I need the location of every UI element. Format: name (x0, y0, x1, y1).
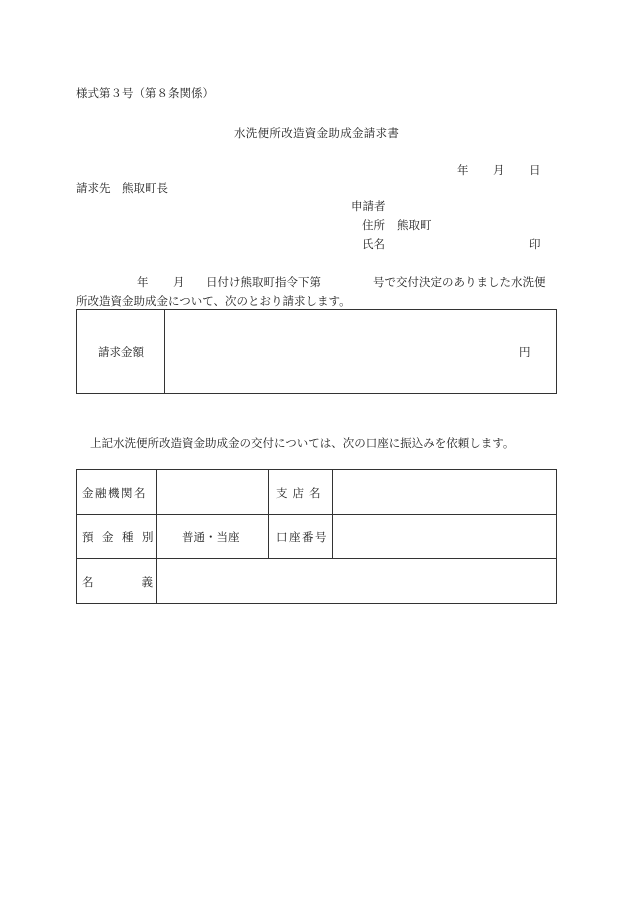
date-day: 日 (529, 163, 541, 177)
addressee: 請求先 熊取町長 (76, 181, 168, 195)
claim-table (76, 309, 557, 394)
transfer-note: 上記水洗便所改造資金助成金の交付については、次の口座に振込みを依頼します。 (90, 436, 515, 450)
address-value: 熊取町 (397, 218, 432, 232)
bank-col-divider-3 (332, 469, 333, 558)
account-number-label: 口座番号 (276, 530, 328, 544)
body-year: 年 (137, 275, 149, 289)
deposit-type-label: 預金種別 (82, 530, 162, 544)
page-title: 水洗便所改造資金助成金請求書 (234, 126, 400, 140)
body-ref: 日付け熊取町指令下第 (206, 275, 321, 289)
body-line-2: 所改造資金助成金について、次のとおり請求します。 (76, 294, 351, 308)
seal-mark: 印 (529, 237, 541, 251)
branch-label: 支店名 (276, 486, 326, 500)
address-label: 住所 (362, 218, 385, 232)
claim-divider (164, 309, 165, 394)
bank-row-divider-2 (76, 558, 557, 559)
claim-unit: 円 (519, 345, 531, 359)
deposit-type-value: 普通・当座 (182, 530, 240, 544)
bank-col-divider-2 (268, 469, 269, 558)
holder-label: 名義 (82, 575, 201, 589)
body-month: 月 (173, 275, 185, 289)
institution-label: 金融機関名 (82, 486, 147, 500)
name-label: 氏名 (362, 237, 385, 251)
body-rest: 号で交付決定のありました水洗便 (373, 275, 546, 289)
bank-row-divider-1 (76, 514, 557, 515)
date-month: 月 (493, 163, 505, 177)
claim-label: 請求金額 (98, 345, 144, 359)
applicant-label: 申請者 (351, 199, 386, 213)
form-number: 様式第３号（第８条関係） (76, 86, 214, 100)
date-year: 年 (457, 163, 469, 177)
